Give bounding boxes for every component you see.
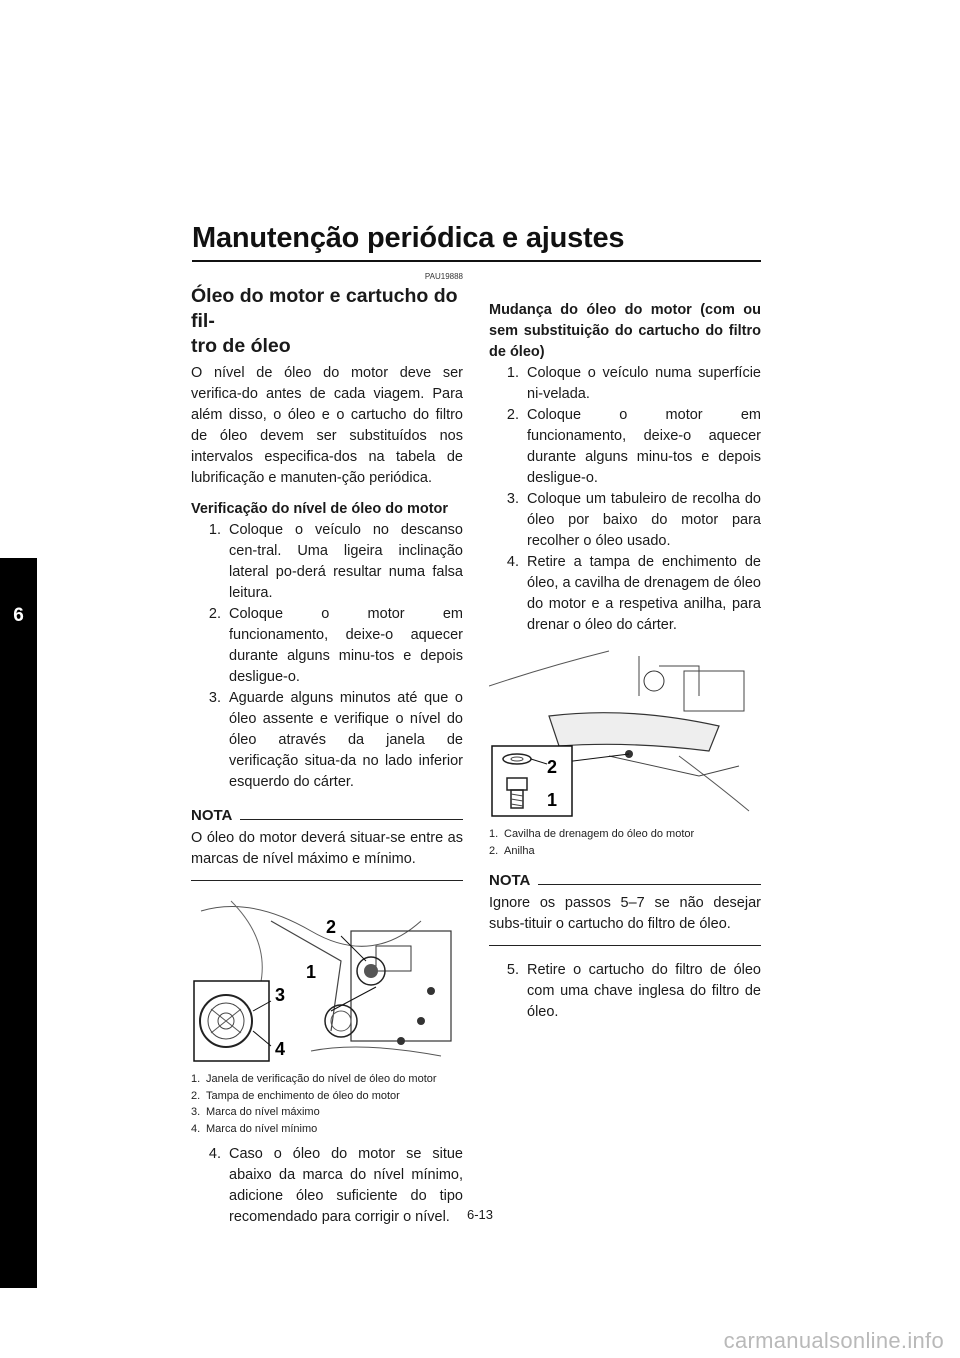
nota-text: O óleo do motor deverá situar-se entre as marcas de nível máximo e mínimo. [191, 830, 463, 867]
step-text: Coloque o veículo no descanso cen-tral. Uma ligeira inclinação lateral po-derá resultar numa falsa leitura. [229, 522, 463, 601]
drain-bolt-figure [489, 646, 761, 818]
list-item [191, 520, 463, 604]
page-number: 6-13 [466, 1207, 494, 1222]
step-text: Coloque o motor em funcionamento, deixe-o aquecer durante alguns minu-tos e depois desligue-o. [229, 606, 463, 685]
nota-label: NOTA [489, 872, 531, 889]
left-column [191, 272, 463, 1228]
nota-rule [240, 819, 463, 820]
chapter-side-tab [0, 558, 37, 1288]
caption-text: Marca do nível máximo [206, 1106, 320, 1118]
step-number: 2. [208, 606, 221, 622]
section-title [191, 284, 463, 359]
step-text: Retire a tampa de enchimento de óleo, a cavilha de drenagem de óleo do motor e a respetiva anilha, para drenar o óleo do cárter. [527, 554, 761, 633]
nota-heading [191, 805, 463, 826]
right-column [489, 300, 761, 1023]
list-item [489, 552, 761, 636]
step-number: 1. [506, 365, 519, 381]
list-item [489, 960, 761, 1023]
oil-level-figure [191, 891, 463, 1063]
step-number: 3. [208, 690, 221, 706]
callout-1: 1 [306, 962, 317, 982]
caption-item [489, 844, 761, 859]
chapter-number: 6 [13, 605, 24, 626]
caption-number: 2. [191, 1089, 201, 1102]
callout-2: 2 [326, 917, 337, 937]
nota-rule [538, 884, 761, 885]
nota-box [191, 805, 463, 881]
caption-text: Cavilha de drenagem do óleo do motor [504, 828, 695, 840]
nota-text: Ignore os passos 5–7 se não desejar subs-tituir o cartucho do filtro de óleo. [489, 895, 761, 932]
step-text: Coloque um tabuleiro de recolha do óleo por baixo do motor para recolher o óleo usado. [527, 491, 761, 549]
step-text: Coloque o motor em funcionamento, deixe-o aquecer durante alguns minu-tos e depois desligue-o. [527, 407, 761, 486]
caption-item [191, 1122, 463, 1137]
step-text: Caso o óleo do motor se situe abaixo da marca do nível mínimo, adicione óleo suficiente do tipo recomendado para corrigir o nível. [229, 1146, 463, 1225]
caption-item [191, 1089, 463, 1104]
list-item [489, 405, 761, 489]
callout-2: 2 [547, 757, 558, 777]
section-title-line2: tro de óleo [191, 335, 291, 357]
check-level-heading: Verificação do nível de óleo do motor [191, 501, 449, 517]
figure-caption [489, 827, 761, 858]
caption-item [489, 827, 761, 842]
caption-number: 2. [489, 844, 499, 857]
callout-1: 1 [547, 790, 558, 810]
intro-paragraph: O nível de óleo do motor deve ser verifica-do antes de cada viagem. Para além disso, o óleo e o cartucho do filtro de óleo devem ser substituídos nos intervalos especifica-dos na tabela de lubrificação e manuten-ção periódica. [191, 365, 463, 486]
caption-item [191, 1072, 463, 1087]
step-number: 3. [506, 491, 519, 507]
caption-text: Marca do nível mínimo [206, 1122, 318, 1135]
section-code: PAU19888 [424, 272, 463, 281]
step-number: 4. [208, 1146, 221, 1162]
caption-text: Janela de verificação do nível de óleo do motor [206, 1073, 437, 1085]
caption-number: 1. [489, 828, 499, 840]
page-header-title: Manutenção periódica e ajustes [192, 222, 625, 254]
check-steps-continued [191, 1144, 463, 1228]
caption-number: 3. [191, 1106, 201, 1118]
footer-watermark[interactable]: carmanualsonline.info [723, 1328, 944, 1353]
figure-caption [191, 1072, 463, 1136]
list-item [191, 1144, 463, 1228]
callout-4: 4 [275, 1039, 286, 1059]
step-number: 1. [208, 522, 221, 538]
list-item [191, 604, 463, 688]
check-steps-list [191, 520, 463, 793]
step-text: Coloque o veículo numa superfície ni-velada. [527, 365, 761, 402]
caption-number: 4. [191, 1122, 201, 1135]
list-item [191, 688, 463, 793]
nota-end-rule [191, 880, 463, 881]
nota-box [489, 870, 761, 946]
nota-label: NOTA [191, 807, 233, 824]
section-title-line1: Óleo do motor e cartucho do fil- [191, 285, 458, 332]
oil-change-heading: Mudança do óleo do motor (com ou sem substituição do cartucho do filtro de óleo) [489, 302, 761, 360]
callout-3: 3 [275, 985, 286, 1005]
nota-end-rule [489, 945, 761, 946]
oil-change-steps-continued [489, 960, 761, 1023]
caption-number: 1. [191, 1073, 201, 1085]
list-item [489, 489, 761, 552]
caption-text: Anilha [504, 844, 535, 857]
caption-item [191, 1105, 463, 1120]
step-number: 2. [506, 407, 519, 423]
step-text: Retire o cartucho do filtro de óleo com uma chave inglesa do filtro de óleo. [527, 962, 761, 1020]
oil-change-steps-list [489, 363, 761, 636]
step-text: Aguarde alguns minutos até que o óleo assente e verifique o nível do óleo através da janela de verificação situa-da no lado inferior esquerdo do cárter. [229, 690, 463, 790]
step-number: 4. [506, 554, 519, 570]
caption-text: Tampa de enchimento de óleo do motor [206, 1089, 400, 1102]
list-item [489, 363, 761, 405]
header-rule [192, 260, 761, 262]
nota-heading [489, 870, 761, 891]
step-number: 5. [506, 962, 519, 978]
